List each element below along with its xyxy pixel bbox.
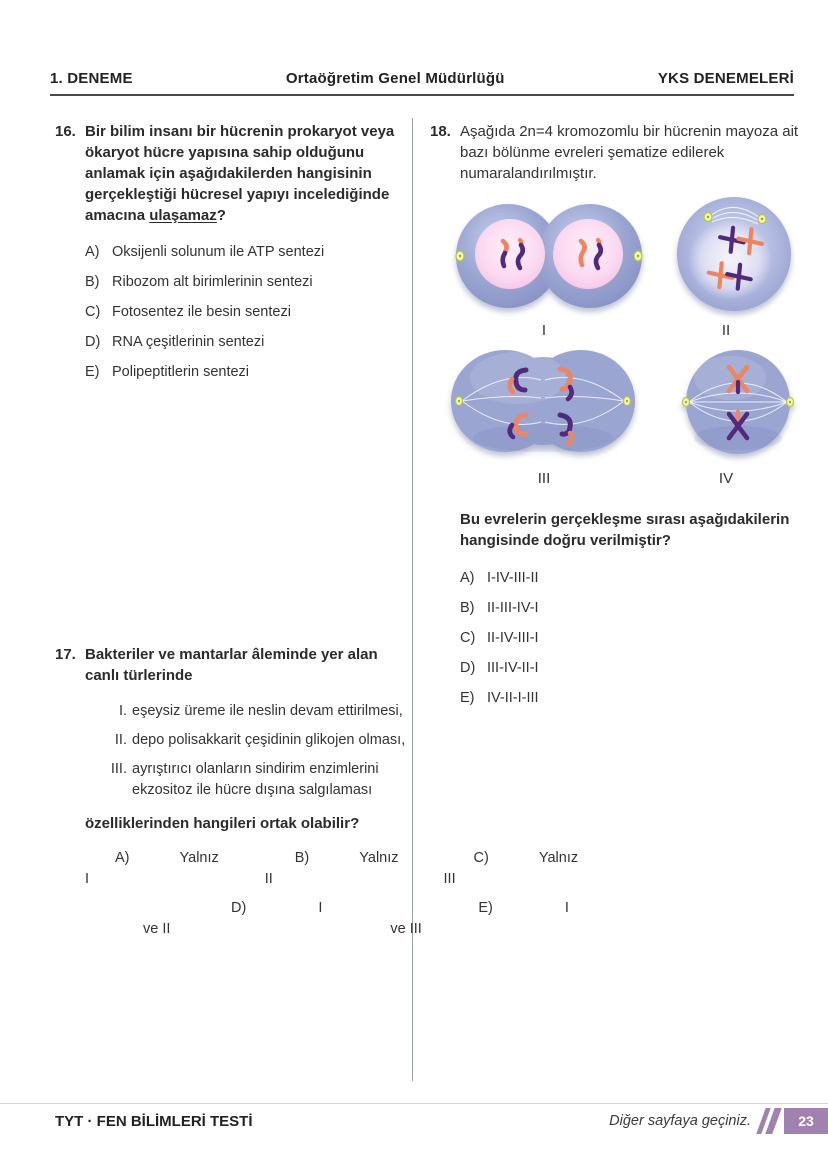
option-label: E) [478,900,493,916]
question-17-option-b [265,848,399,890]
header-exam-number: 1. DENEME [50,70,133,87]
option-label: E) [460,690,475,706]
question-16 [55,121,407,391]
question-16-option-c [85,302,407,323]
question-16-option-d [85,332,407,353]
question-17-option-c [444,848,579,890]
figure-label-ii: II [721,322,731,339]
question-17-options-row1 [55,848,579,890]
option-label: A) [115,850,130,866]
question-18-option-b [460,598,802,619]
question-18-number: 18. [430,123,451,140]
option-text: II-III-IV-I [487,600,539,616]
cell-stage-ii-figure [672,192,796,316]
item-numeral: I. [118,703,127,719]
question-16-option-a [85,242,407,263]
option-text: Yalnız II [264,850,399,887]
item-text: depo polisakkarit çeşidinin glikojen olması, [132,732,406,748]
question-18-stem2: Bu evrelerin gerçekleşme sırası aşağıdakilerin hangisinde doğru verilmiştir? [460,511,790,549]
option-text: RNA çeşitlerinin sentezi [112,334,265,350]
meiosis-figure [430,190,802,495]
question-16-option-e [85,362,407,383]
question-18-option-e [460,688,802,709]
question-16-stem-qmark: ? [216,207,226,224]
option-label: D) [460,660,476,676]
question-18-option-a [460,568,802,589]
option-label: C) [473,850,489,866]
option-label: A) [460,570,475,586]
question-16-number: 16. [55,123,76,140]
question-16-stem-underlined: ulaşamaz [149,207,217,224]
option-label: B) [85,274,100,290]
figure-label-iv: IV [718,470,734,487]
page-header [50,70,794,96]
option-label: D) [85,334,101,350]
question-17-item-3 [85,759,407,801]
option-text: Ribozom alt birimlerinin sentezi [112,274,313,290]
question-17-item-2 [85,730,407,751]
option-label: D) [231,900,247,916]
question-17-options-row2 [55,898,569,940]
next-page-note: Diğer sayfaya geçiniz. [609,1113,751,1129]
option-text: Fotosentez ile besin sentezi [112,304,291,320]
option-label: C) [85,304,101,320]
option-text: I-IV-III-II [487,570,539,586]
option-text: Yalnız III [443,850,579,887]
option-label: B) [294,850,310,866]
question-17-stem: Bakteriler ve mantarlar âleminde yer alan canlı türlerinde [85,646,378,684]
question-17-option-e [390,898,569,940]
question-18-stem: Aşağıda 2n=4 kromozomlu bir hücrenin mayoza ait bazı bölünme evreleri şematize edilerek numaralandırılmıştır. [460,123,799,182]
option-text: II-IV-III-I [487,630,539,646]
figure-label-iii: III [537,470,551,487]
question-17-stem2: özelliklerinden hangileri ortak olabilir? [85,815,360,832]
footer-test-title: TYT · FEN BİLİMLERİ TESTİ [55,1113,253,1130]
header-institution: Ortaöğretim Genel Müdürlüğü [285,70,505,87]
question-17-option-a [85,848,219,890]
option-text: Yalnız I [85,850,219,887]
header-series: YKS DENEMELERİ [657,70,794,87]
item-text: eşeysiz üreme ile neslin devam ettirilmesi, [132,703,403,719]
figure-label-i: I [541,322,547,339]
question-17-option-d [143,898,322,940]
item-numeral: II. [114,732,127,748]
option-text: Polipeptitlerin sentezi [112,364,250,380]
option-text: IV-II-I-III [487,690,539,706]
question-16-stem [85,121,407,226]
option-text: I ve III [390,900,569,937]
question-16-option-b [85,272,407,293]
option-text: III-IV-II-I [487,660,539,676]
footer-right-group [609,1108,828,1134]
option-label: C) [460,630,476,646]
question-17-item-1 [85,701,407,722]
page-number-badge: 23 [784,1108,828,1134]
option-label: E) [85,364,100,380]
question-18 [430,121,802,717]
item-text: ayrıştırıcı olanların sindirim enzimlerini ekzositoz ile hücre dışına salgılaması [132,761,379,798]
option-text: Oksijenli solunum ile ATP sentezi [112,244,325,260]
question-16-stem-text: Bir bilim insanı bir hücrenin prokaryot veya ökaryot hücre yapısına sahip olduğunu anlamak için aşağıdakilerden hangisinin gerçekleştiği hücresel yapıyı incelediğinde amacına [85,123,395,224]
cell-stage-iii-figure [448,342,638,460]
cell-stage-iv-figure [678,346,798,458]
question-18-option-c [460,628,802,649]
question-17-number: 17. [55,646,76,663]
question-18-option-d [460,658,802,679]
cell-stage-i-figure [454,198,644,316]
page-footer [0,1103,828,1144]
item-numeral: III. [110,761,127,777]
option-label: B) [460,600,475,616]
option-text: I ve II [143,900,323,937]
option-label: A) [85,244,100,260]
